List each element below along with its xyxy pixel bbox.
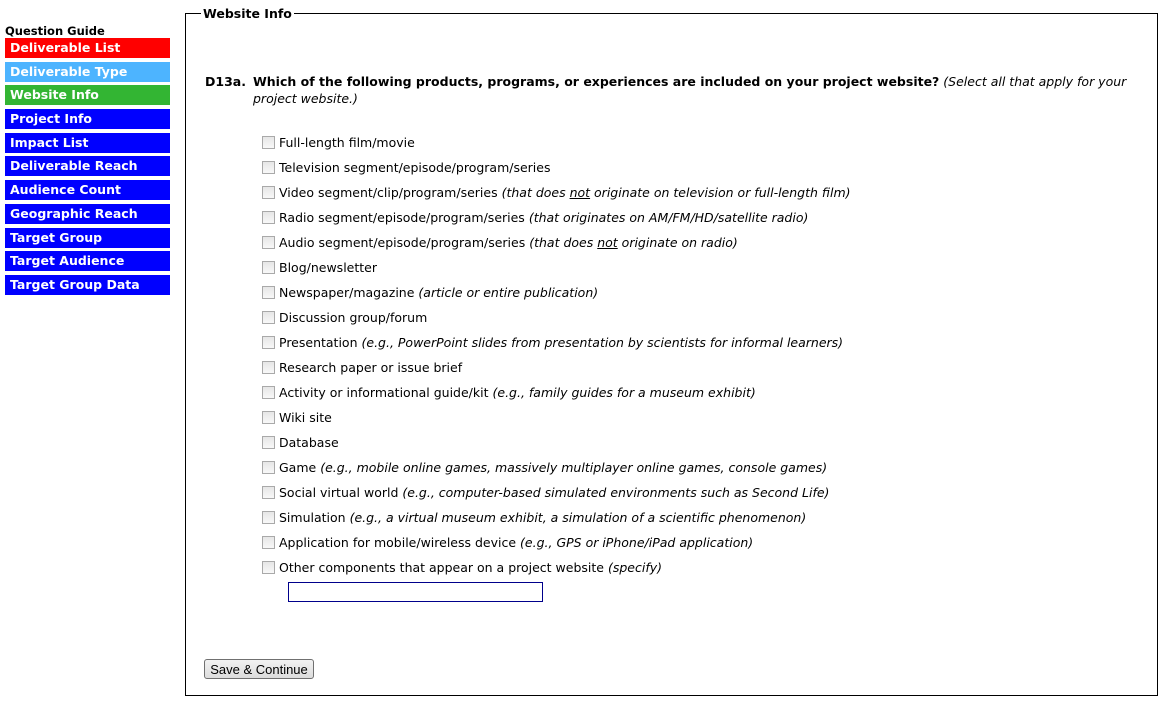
option-label[interactable]: Video segment/clip/program/series: [279, 185, 498, 200]
option-note-text: originate on television or full-length film): [590, 185, 851, 200]
option-row: [261, 160, 851, 185]
option-label[interactable]: Blog/newsletter: [279, 260, 377, 275]
option-note-text: (e.g., a virtual museum exhibit, a simulation of a scientific phenomenon): [349, 510, 807, 525]
option-checkbox[interactable]: [262, 561, 275, 574]
option-note-emphasis: not: [597, 235, 618, 250]
guide-item-project-info[interactable]: Project Info: [5, 109, 170, 129]
option-checkbox[interactable]: [262, 336, 275, 349]
option-note-text: (that does: [501, 185, 570, 200]
option-note-text: (e.g., mobile online games, massively multiplayer online games, console games): [320, 460, 828, 475]
option-row: [261, 510, 851, 535]
option-label[interactable]: Presentation: [279, 335, 358, 350]
option-row: [261, 535, 851, 560]
option-checkbox[interactable]: [262, 186, 275, 199]
question-number: D13a.: [205, 74, 246, 89]
option-label[interactable]: Discussion group/forum: [279, 310, 428, 325]
option-row: [261, 485, 851, 510]
question-guide-title: Question Guide: [5, 24, 105, 38]
option-checkbox[interactable]: [262, 436, 275, 449]
option-note-text: (e.g., computer-based simulated environments such as Second Life): [402, 485, 830, 500]
option-row: [261, 235, 851, 260]
option-row: [261, 135, 851, 160]
option-note-text: (specify): [607, 560, 663, 575]
option-checkbox[interactable]: [262, 211, 275, 224]
option-label[interactable]: Television segment/episode/program/series: [279, 160, 551, 175]
option-note: [529, 210, 809, 226]
guide-item-target-group-data[interactable]: Target Group Data: [5, 275, 170, 295]
option-note: [493, 385, 756, 401]
option-checkbox[interactable]: [262, 486, 275, 499]
option-row: [261, 460, 851, 485]
option-label[interactable]: Simulation: [279, 510, 346, 525]
guide-item-deliverable-type[interactable]: Deliverable Type: [5, 62, 170, 82]
option-note-text: (that does: [529, 235, 598, 250]
option-checkbox[interactable]: [262, 511, 275, 524]
option-note: [350, 510, 807, 526]
option-row: [261, 185, 851, 210]
option-note: [520, 535, 753, 551]
option-label[interactable]: Radio segment/episode/program/series: [279, 210, 525, 225]
guide-item-impact-list[interactable]: Impact List: [5, 133, 170, 153]
option-label[interactable]: Research paper or issue brief: [279, 360, 463, 375]
option-label[interactable]: Newspaper/magazine: [279, 285, 415, 300]
option-checkbox[interactable]: [262, 236, 275, 249]
option-note-text: (that originates on AM/FM/HD/satellite radio): [528, 210, 809, 225]
option-note-emphasis: not: [569, 185, 591, 200]
option-checkbox[interactable]: [262, 361, 275, 374]
question: [205, 73, 1135, 107]
option-checkbox[interactable]: [262, 261, 275, 274]
option-checkbox[interactable]: [262, 286, 275, 299]
option-row: [261, 260, 851, 285]
option-note: [529, 235, 738, 251]
option-label[interactable]: Wiki site: [279, 410, 332, 425]
option-row: [261, 285, 851, 310]
guide-item-geographic-reach[interactable]: Geographic Reach: [5, 204, 170, 224]
option-row: [261, 385, 851, 410]
option-row: [261, 335, 851, 360]
guide-item-deliverable-list[interactable]: Deliverable List: [5, 38, 170, 58]
option-note: [402, 485, 829, 501]
option-label[interactable]: Full-length film/movie: [279, 135, 415, 150]
question-hint: (Select all that apply for your project website.): [253, 74, 1127, 106]
option-checkbox[interactable]: [262, 536, 275, 549]
option-row: [261, 210, 851, 235]
option-row: [261, 435, 851, 460]
option-note-text: (article or entire publication): [418, 285, 599, 300]
option-label[interactable]: Application for mobile/wireless device: [279, 535, 517, 550]
option-note: [362, 335, 844, 351]
option-note-text: (e.g., PowerPoint slides from presentation by scientists for informal learners): [361, 335, 844, 350]
guide-item-target-audience[interactable]: Target Audience: [5, 251, 170, 271]
option-checkbox[interactable]: [262, 386, 275, 399]
question-guide: [5, 24, 170, 299]
option-note: [418, 285, 598, 301]
option-note-text: originate on radio): [617, 235, 738, 250]
fieldset-legend: Website Info: [203, 6, 292, 21]
option-checkbox[interactable]: [262, 161, 275, 174]
option-label[interactable]: Database: [279, 435, 339, 450]
option-note: [320, 460, 827, 476]
option-note-text: (e.g., GPS or iPhone/iPad application): [520, 535, 754, 550]
options-list: [261, 135, 851, 585]
save-continue-button[interactable]: Save & Continue: [204, 659, 314, 679]
option-checkbox[interactable]: [262, 411, 275, 424]
option-note: [608, 560, 662, 576]
other-specify-input[interactable]: [288, 582, 543, 602]
website-info-fieldset: [185, 6, 1158, 696]
guide-item-deliverable-reach[interactable]: Deliverable Reach: [5, 156, 170, 176]
option-row: [261, 310, 851, 335]
option-row: [261, 410, 851, 435]
option-label[interactable]: Social virtual world: [279, 485, 399, 500]
option-label[interactable]: Activity or informational guide/kit: [279, 385, 489, 400]
option-note: [502, 185, 851, 201]
guide-item-target-group[interactable]: Target Group: [5, 228, 170, 248]
option-label[interactable]: Other components that appear on a project website: [279, 560, 604, 575]
question-text: Which of the following products, programs, or experiences are included on your project website?: [253, 74, 940, 89]
guide-item-audience-count[interactable]: Audience Count: [5, 180, 170, 200]
option-checkbox[interactable]: [262, 461, 275, 474]
option-label[interactable]: Game: [279, 460, 317, 475]
option-checkbox[interactable]: [262, 136, 275, 149]
guide-item-website-info[interactable]: Website Info: [5, 85, 170, 105]
option-label[interactable]: Audio segment/episode/program/series: [279, 235, 526, 250]
option-checkbox[interactable]: [262, 311, 275, 324]
option-note-text: (e.g., family guides for a museum exhibit): [492, 385, 756, 400]
option-row: [261, 360, 851, 385]
